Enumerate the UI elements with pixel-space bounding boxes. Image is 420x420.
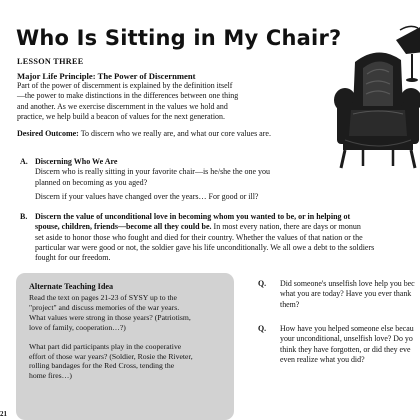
question-marker: Q.: [258, 324, 267, 333]
alt-line: home fires…): [29, 371, 72, 381]
desired-outcome-label: Desired Outcome:: [17, 129, 79, 138]
alt-line: effort of those war years? (Soldier, Rosie the Riveter,: [29, 351, 193, 361]
alternate-teaching-text: [29, 293, 229, 381]
page-title: Who Is Sitting in My Chair?: [16, 26, 342, 50]
section-b-line: [35, 222, 374, 232]
section-a-marker: A.: [20, 157, 28, 166]
section-b-line: particular war were good or not, the soldier gave his life unconditionally. We all owe a debt to the soldiers: [35, 242, 375, 252]
question-line: Did someone's unselfish love help you bec: [280, 279, 415, 288]
section-b-text: In most every nation, there are days or monun: [211, 222, 361, 232]
intro-line: Part of the power of discernment is explained by the definition itself: [17, 81, 233, 90]
alt-line: Read the text on pages 21-23 of SYSY up to the: [29, 293, 177, 302]
intro-line: —the power to make distinctions in the differences between one thing: [17, 91, 239, 101]
section-a-line: Discern if your values have changed over the years… For good or ill?: [35, 191, 259, 201]
alt-line: What part did participants play in the cooperative: [29, 341, 182, 351]
section-b: [20, 212, 420, 268]
question-line: even realize what you did?: [280, 355, 365, 365]
alternate-teaching-box: [16, 273, 234, 420]
lesson-label: LESSON THREE: [17, 57, 84, 66]
desired-outcome: [17, 129, 271, 138]
question-line: How have you helped someone else becau: [280, 324, 414, 333]
alt-line: "project" and discuss memories of the war years.: [29, 302, 180, 312]
question-1: [258, 279, 420, 313]
intro-line: practice, we help build a beacon of values for the next generation.: [17, 112, 225, 122]
life-principle-heading: Major Life Principle: The Power of Discernment: [17, 71, 196, 81]
question-line: them?: [280, 299, 300, 309]
section-b-heading: Discern the value of unconditional love in becoming whom you wanted to be, or in helping ot: [35, 212, 351, 221]
alt-line: rolling bandages for the Red Cross, tending the: [29, 361, 175, 371]
section-a-line: planned on becoming as you aged?: [35, 177, 148, 187]
question-marker: Q.: [258, 279, 267, 288]
section-a-line: Discern who is really sitting in your favorite chair—is he/she the one you: [35, 167, 271, 177]
section-a-heading: Discerning Who We Are: [35, 157, 118, 166]
section-a: [20, 157, 420, 201]
section-b-line: set aside to honor those who fought and died for their country. Whether the values of that nation or the: [35, 232, 363, 242]
desired-outcome-text: To discern who we really are, and what our core values are.: [80, 129, 271, 138]
intro-paragraph: [17, 81, 347, 123]
page-number: 21: [0, 410, 7, 418]
alt-line: love of family, cooperation…?): [29, 322, 126, 332]
question-line: think they have forgotten, or did they eve: [280, 344, 411, 354]
section-b-line: fought for our freedom.: [35, 253, 111, 263]
alt-line: What values were strong in those years? (Patriotism,: [29, 312, 191, 322]
section-b-marker: B.: [20, 212, 28, 221]
intro-line: and another. As we exercise discernment in the values we hold and: [17, 101, 228, 111]
section-b-bold-phrase: spouse, children, friends—become all they could be.: [35, 222, 212, 232]
question-2: [258, 324, 420, 368]
alt-spacer: [29, 333, 229, 342]
alternate-teaching-heading: Alternate Teaching Idea: [29, 282, 114, 291]
question-line: your unconditional, unselfish love? Do yo: [280, 334, 413, 344]
question-line: what you are today? Have you ever thank: [280, 289, 412, 299]
